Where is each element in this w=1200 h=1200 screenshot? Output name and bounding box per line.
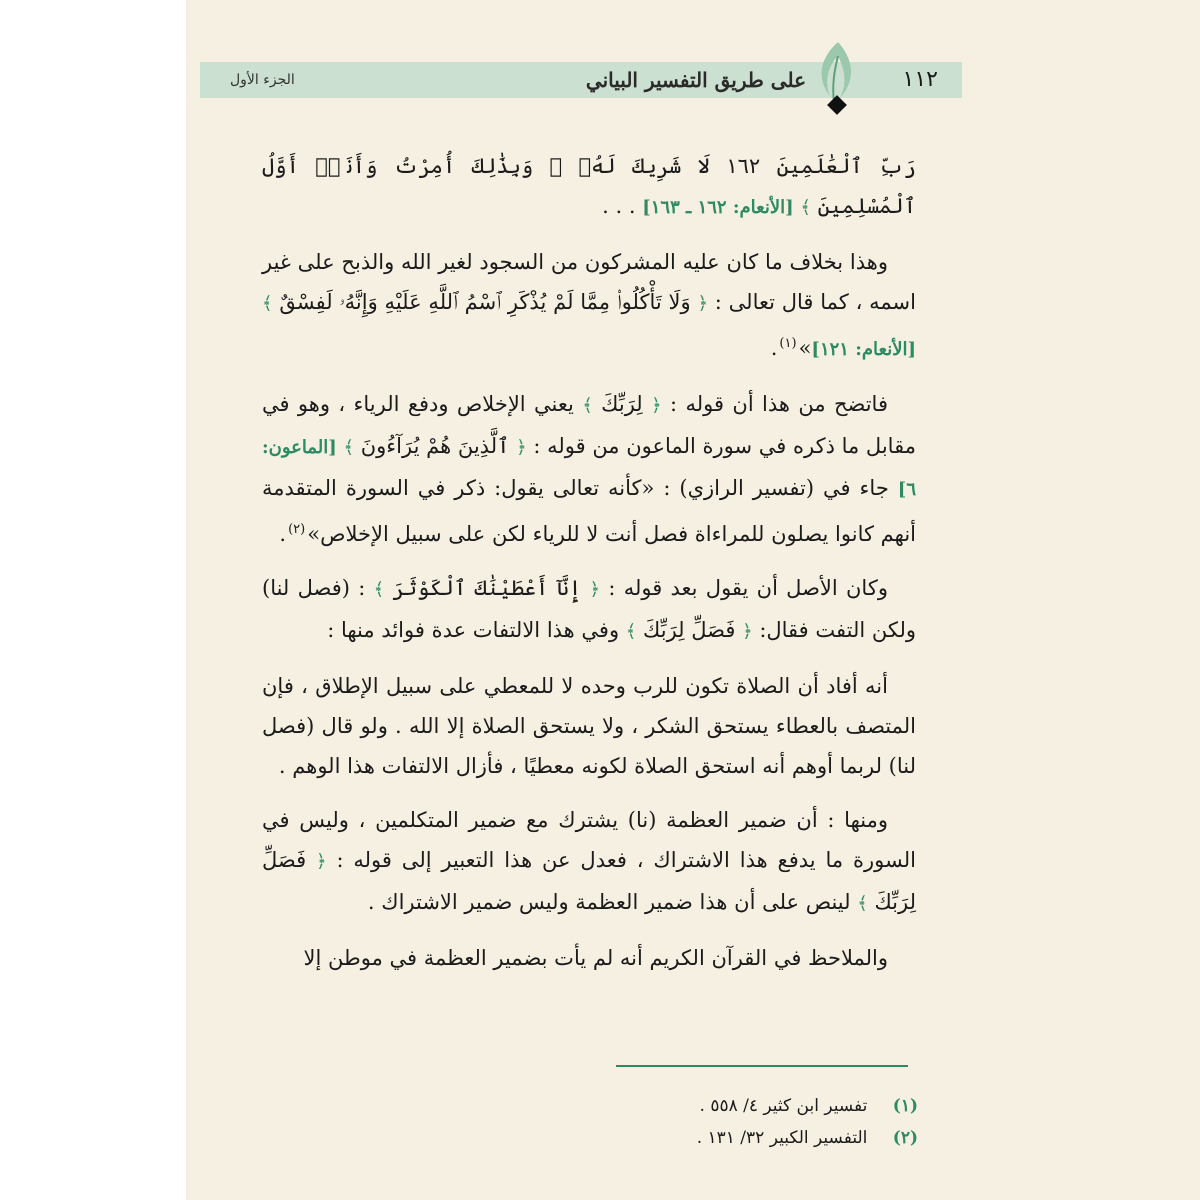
running-header-part: الجزء الأول xyxy=(230,72,295,88)
paragraph-7: والملاحظ في القرآن الكريم أنه لم يأت بضمير العظمة في موطن إلا xyxy=(303,946,888,970)
paragraph-text: لينص على أن هذا ضمير العظمة وليس ضمير الاشتراك . xyxy=(367,890,851,914)
quran-verse: فَصَلِّ لِرَبِّكَ xyxy=(262,848,916,914)
verse-open-bracket: ﴿ xyxy=(589,579,601,600)
verse-open-bracket: ﴿ xyxy=(316,851,327,872)
footnote-text: تفسير ابن كثير ٤/ ٥٥٨ . xyxy=(699,1096,868,1116)
page-number: ١١٢ xyxy=(902,67,938,92)
paragraph-6 xyxy=(262,800,916,924)
paragraph-3 xyxy=(262,384,916,554)
ellipsis: . . . xyxy=(602,194,636,218)
main-text xyxy=(262,146,916,992)
leaf-ornament-icon xyxy=(810,38,866,116)
verse-close-bracket: ﴾ xyxy=(373,579,385,600)
running-header-title: على طريق التفسير البياني xyxy=(585,68,806,92)
full-stop: . xyxy=(770,336,778,360)
footnote-number: (١) xyxy=(892,1096,918,1116)
paragraph-text: وفي هذا الالتفات عدة فوائد منها : xyxy=(327,618,620,642)
paragraph-text: : (فصل لنا) ولكن التفت فقال: xyxy=(262,576,916,642)
paragraph-5: أنه أفاد أن الصلاة تكون للرب وحده لا للمعطي على سبيل الإطلاق ، فإن المتصف بالعطاء يستحق الشكر ، ولا يستحق الصلاة إلا الله . ولو قال (فصل لنا) لربما أوهم أنه استحق الصلاة لكونه معطيًا ، فأزال الالتفات هذا الوهم . xyxy=(262,674,916,778)
verse-reference: [الأنعام: ١٦٢ ـ ١٦٣] xyxy=(642,197,794,218)
paragraph-4 xyxy=(262,568,916,652)
quote-end: » xyxy=(798,336,812,360)
verse-open-bracket: ﴿ xyxy=(742,621,753,642)
verse-close-bracket: ﴾ xyxy=(625,621,637,642)
paragraph-text: يعني الإخلاص ودفع الرياء ، وهو في مقابل ما ذكره في سورة الماعون من قوله : xyxy=(262,392,916,458)
verse-open-bracket: ﴿ xyxy=(516,437,527,458)
paragraph-text: فاتضح من هذا أن قوله : xyxy=(670,392,888,416)
quran-verse: إِنَّآ أَعْطَيْنَٰكَ ٱلْكَوْثَرَ xyxy=(392,576,582,600)
footnote-marker: (٢) xyxy=(288,522,306,537)
footnotes xyxy=(500,1090,918,1154)
paragraph-text: جاء في (تفسير الرازي) : «كأنه تعالى يقول: ذكر في السورة المتقدمة أنهم كانوا يصلون للمراءاة فصل أنت لا للرياء لكن على سبيل الإخلاص» xyxy=(262,476,916,546)
quran-verse: فَصَلِّ لِرَبِّكَ xyxy=(643,618,736,642)
footnote-number: (٢) xyxy=(892,1128,918,1148)
verse-close-bracket: ﴾ xyxy=(262,293,273,314)
verse-close-bracket: ﴾ xyxy=(800,197,811,218)
footnote-separator xyxy=(616,1065,908,1067)
full-stop: . xyxy=(279,522,287,546)
paragraph-text: وهذا بخلاف ما كان عليه المشركون من السجود لغير الله والذبح على غير اسمه ، كما قال تعالى : xyxy=(262,250,916,314)
quran-verse: وَلَا تَأْكُلُوا۟ مِمَّا لَمْ يُذْكَرِ ٱسْمُ ٱللَّهِ عَلَيْهِ وَإِنَّهُۥ لَفِسْقٌ xyxy=(279,290,691,314)
footnote-2 xyxy=(500,1122,918,1154)
verse-open-bracket: ﴿ xyxy=(697,293,708,314)
footnote-text: التفسير الكبير ٣٢/ ١٣١ . xyxy=(696,1128,868,1148)
verse-reference: [الماعون: ٦] xyxy=(262,437,916,500)
verse-reference: [الأنعام: ١٢١] xyxy=(811,339,916,360)
footnote-marker: (١) xyxy=(779,336,797,351)
paragraph-text: وكان الأصل أن يقول بعد قوله : xyxy=(608,576,888,600)
verse-close-bracket: ﴾ xyxy=(343,437,355,458)
paragraph-2 xyxy=(262,242,916,370)
verse-open-bracket: ﴿ xyxy=(651,395,662,416)
paragraph-text: ومنها : أن ضمير العظمة (نا) يشترك مع ضمير المتكلمين ، وليس في السورة ما يدفع هذا الاشتراك ، فعدل عن هذا التعبير إلى قوله : xyxy=(262,808,916,872)
paragraph-1 xyxy=(262,146,916,228)
verse-close-bracket: ﴾ xyxy=(857,893,868,914)
footnote-1 xyxy=(500,1090,918,1122)
quran-verse: لِرَبِّكَ xyxy=(601,392,643,416)
quran-verse: ٱلَّذِينَ هُمْ يُرَآءُونَ xyxy=(360,434,510,458)
quran-verse: رَبِّ ٱلْعَٰلَمِينَ ١٦٢ لَا شَرِيكَ لَهُۥ ۖ وَبِذَٰلِكَ أُمِرْتُ وَأَنَا۠ أَوَّلُ ٱلْمُسْلِمِينَ xyxy=(262,154,916,218)
verse-close-bracket: ﴾ xyxy=(582,395,593,416)
